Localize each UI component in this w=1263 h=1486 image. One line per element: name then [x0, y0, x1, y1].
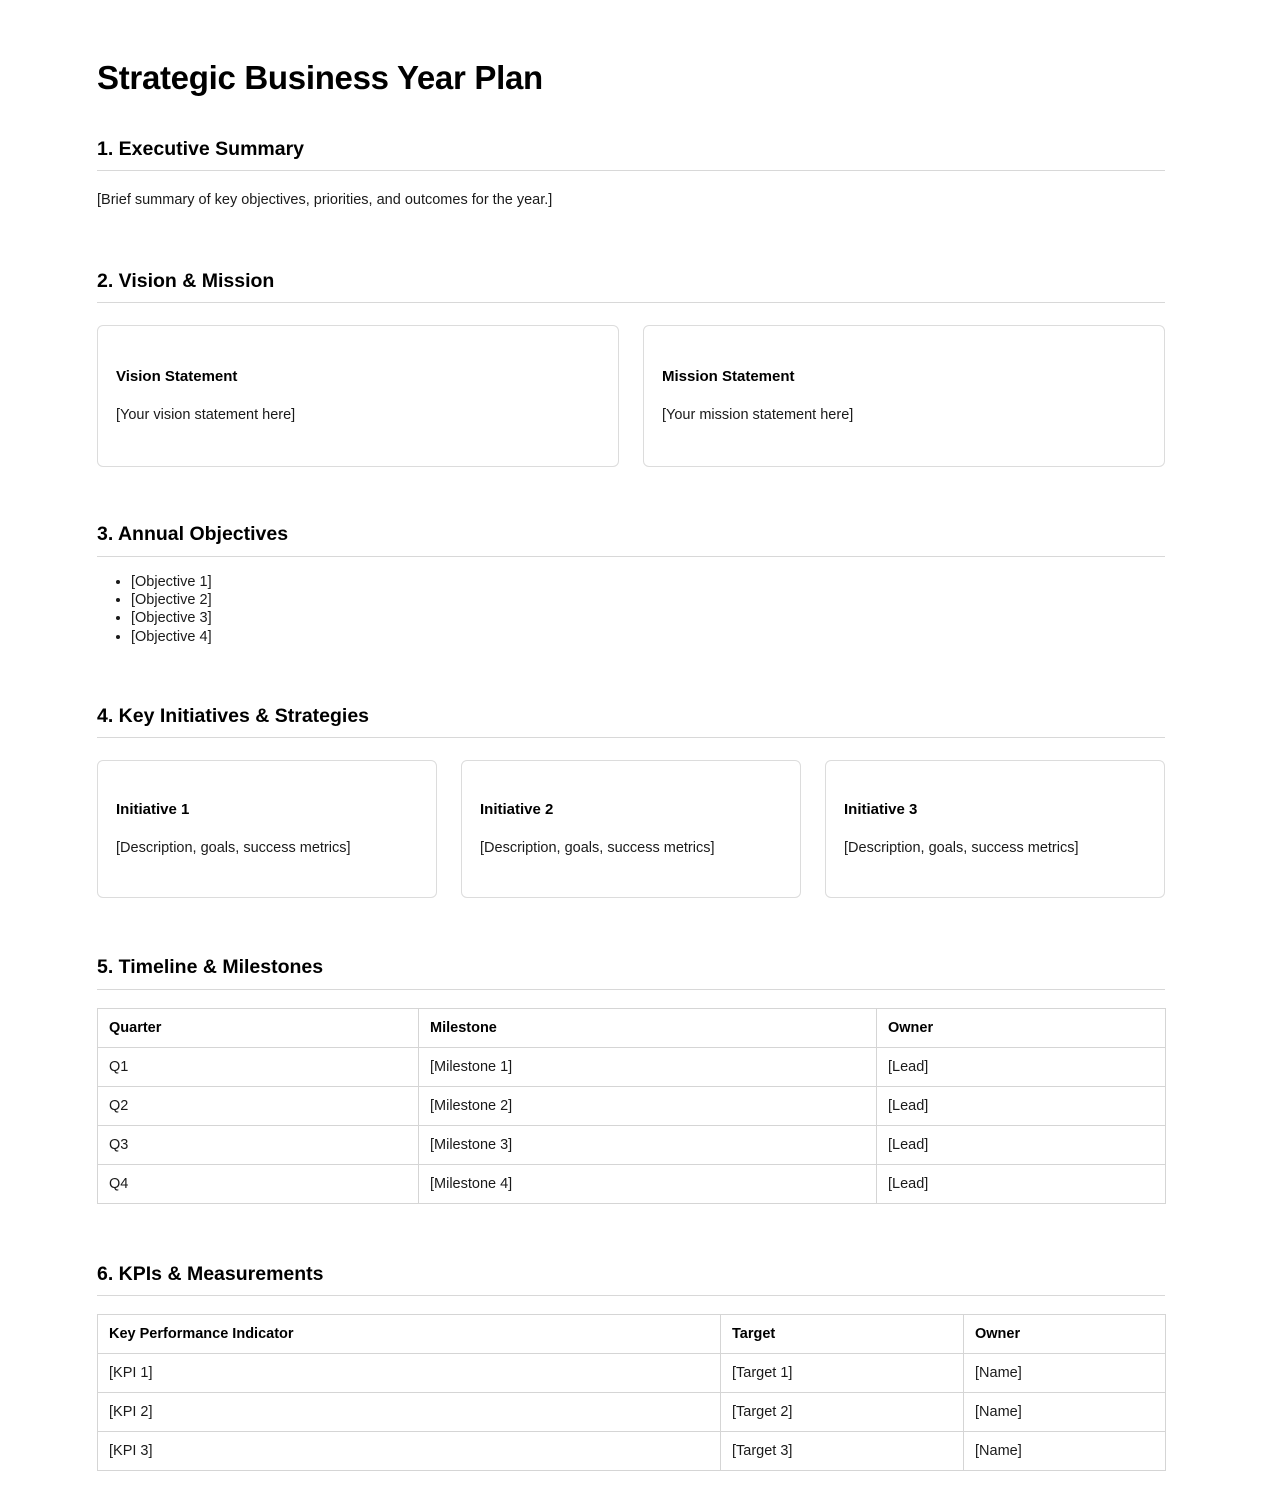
- cell-milestone: [Milestone 4]: [419, 1164, 877, 1203]
- column-header-milestone: Milestone: [419, 1008, 877, 1047]
- mission-statement-card: [643, 325, 1165, 467]
- cell-owner: [Name]: [964, 1392, 1166, 1431]
- cell-quarter: Q2: [98, 1086, 419, 1125]
- initiative-text: [Description, goals, success metrics]: [116, 839, 351, 856]
- cell-milestone: [Milestone 3]: [419, 1125, 877, 1164]
- list-item: • [Objective 3]: [131, 609, 1165, 627]
- cell-owner: [Lead]: [877, 1164, 1166, 1203]
- section-vision-mission: [97, 269, 1165, 467]
- cell-quarter: Q4: [98, 1164, 419, 1203]
- mission-statement-text: [Your mission statement here]: [662, 406, 854, 423]
- section-timeline-milestones: [97, 955, 1165, 1203]
- column-header-owner: Owner: [964, 1314, 1166, 1353]
- cell-owner: [Lead]: [877, 1125, 1166, 1164]
- table-row: [98, 1164, 1166, 1203]
- timeline-table: [97, 1008, 1166, 1204]
- cell-milestone: [Milestone 2]: [419, 1086, 877, 1125]
- kpi-table: [97, 1314, 1166, 1471]
- vision-statement-text: [Your vision statement here]: [116, 406, 296, 423]
- initiative-text: [Description, goals, success metrics]: [480, 839, 715, 856]
- initiative-title: Initiative 3: [844, 801, 918, 819]
- cell-kpi: [KPI 2]: [98, 1392, 721, 1431]
- kpi-table-clip-region: [97, 1314, 1165, 1459]
- cell-target: [Target 3]: [721, 1431, 964, 1470]
- list-item: • [Objective 1]: [131, 573, 1165, 591]
- cell-quarter: Q1: [98, 1047, 419, 1086]
- initiative-card-2: [461, 760, 801, 898]
- cell-owner: [Lead]: [877, 1047, 1166, 1086]
- cell-kpi: [KPI 1]: [98, 1353, 721, 1392]
- section-heading-annual-objectives: 3. Annual Objectives: [97, 522, 1165, 556]
- list-item: • [Objective 2]: [131, 591, 1165, 609]
- vision-mission-card-grid: [97, 303, 1165, 467]
- key-initiatives-card-grid: [97, 738, 1165, 898]
- initiative-title: Initiative 2: [480, 801, 554, 819]
- cell-target: [Target 2]: [721, 1392, 964, 1431]
- initiative-card-3: [825, 760, 1165, 898]
- table-row: [98, 1392, 1166, 1431]
- initiative-text: [Description, goals, success metrics]: [844, 839, 1079, 856]
- initiative-title: Initiative 1: [116, 801, 190, 819]
- section-annual-objectives: [97, 522, 1165, 645]
- cell-kpi: [KPI 3]: [98, 1431, 721, 1470]
- cell-owner: [Name]: [964, 1431, 1166, 1470]
- section-heading-key-initiatives: 4. Key Initiatives & Strategies: [97, 704, 1165, 738]
- document-content: [97, 0, 1165, 1459]
- section-executive-summary: [97, 137, 1165, 211]
- vision-statement-title: Vision Statement: [116, 368, 238, 386]
- section-kpis-measurements: [97, 1262, 1165, 1459]
- table-row: [98, 1431, 1166, 1470]
- vision-statement-card: [97, 325, 619, 467]
- table-header-row: [98, 1008, 1166, 1047]
- table-row: [98, 1353, 1166, 1392]
- cell-owner: [Name]: [964, 1353, 1166, 1392]
- column-header-target: Target: [721, 1314, 964, 1353]
- section-heading-timeline-milestones: 5. Timeline & Milestones: [97, 955, 1165, 989]
- annual-objectives-list: [97, 557, 1165, 646]
- cell-owner: [Lead]: [877, 1086, 1166, 1125]
- cell-milestone: [Milestone 1]: [419, 1047, 877, 1086]
- column-header-quarter: Quarter: [98, 1008, 419, 1047]
- section-heading-kpis-measurements: 6. KPIs & Measurements: [97, 1262, 1165, 1296]
- executive-summary-body: [Brief summary of key objectives, priorities, and outcomes for the year.]: [97, 191, 553, 208]
- page-title: Strategic Business Year Plan: [97, 59, 543, 96]
- initiative-card-1: [97, 760, 437, 898]
- cell-target: [Target 1]: [721, 1353, 964, 1392]
- section-heading-vision-mission: 2. Vision & Mission: [97, 269, 1165, 303]
- column-header-kpi: Key Performance Indicator: [98, 1314, 721, 1353]
- cell-quarter: Q3: [98, 1125, 419, 1164]
- section-key-initiatives: [97, 704, 1165, 898]
- table-row: [98, 1047, 1166, 1086]
- mission-statement-title: Mission Statement: [662, 368, 795, 386]
- table-row: [98, 1086, 1166, 1125]
- section-heading-executive-summary: 1. Executive Summary: [97, 137, 1165, 171]
- table-header-row: [98, 1314, 1166, 1353]
- list-item: • [Objective 4]: [131, 628, 1165, 646]
- column-header-owner: Owner: [877, 1008, 1166, 1047]
- table-row: [98, 1125, 1166, 1164]
